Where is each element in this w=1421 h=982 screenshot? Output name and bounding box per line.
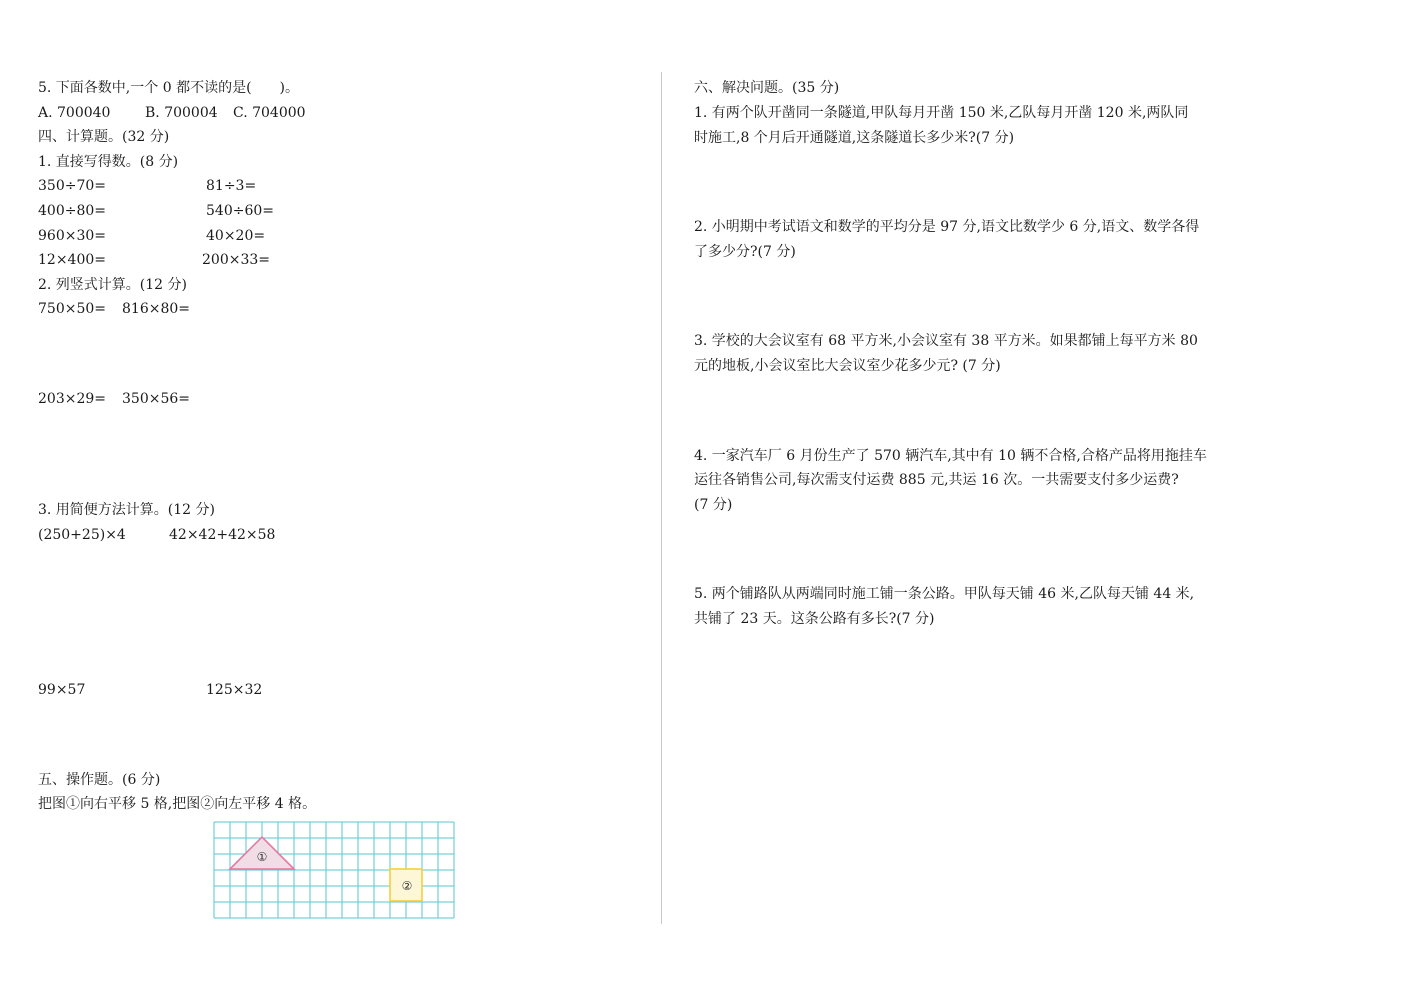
q3-title: 3. 用简便方法计算。(12 分) (38, 502, 215, 518)
section-5-title: 五、操作题。(6 分) (38, 772, 161, 788)
q2-item: 350×56= (122, 391, 190, 407)
q3-item: 125×32 (206, 682, 263, 698)
q5-option-a: A. 700040 (38, 105, 111, 121)
problem-4-line: 4. 一家汽车厂 6 月份生产了 570 辆汽车,其中有 10 辆不合格,合格产品将用拖挂车 (694, 448, 1207, 464)
translation-grid-figure (213, 821, 457, 919)
section-4-title: 四、计算题。(32 分) (38, 129, 170, 145)
shape-1-label: ① (256, 850, 268, 864)
q1-item: 40×20= (206, 228, 266, 244)
q2-item: 750×50= (38, 301, 106, 317)
q1-item: 81÷3= (206, 178, 257, 194)
problem-4-line: 运往各销售公司,每次需支付运费 885 元,共运 16 次。一共需要支付多少运费? (694, 472, 1179, 488)
q1-item: 540÷60= (206, 203, 274, 219)
problem-3-line: 元的地板,小会议室比大会议室少花多少元? (7 分) (694, 358, 1001, 374)
q2-item: 203×29= (38, 391, 106, 407)
q3-item: 42×42+42×58 (169, 527, 276, 543)
q5-option-b: B. 700004 (145, 105, 218, 121)
problem-1-line: 时施工,8 个月后开通隧道,这条隧道长多少米?(7 分) (694, 130, 1015, 146)
problem-4-line: (7 分) (694, 497, 733, 513)
q3-item: (250+25)×4 (38, 527, 126, 543)
q5-option-c: C. 704000 (233, 105, 306, 121)
problem-1-line: 1. 有两个队开凿同一条隧道,甲队每月开凿 150 米,乙队每月开凿 120 米,两队同 (694, 105, 1189, 121)
q1-item: 350÷70= (38, 178, 106, 194)
section-5-instruction: 把图①向右平移 5 格,把图②向左平移 4 格。 (38, 796, 317, 812)
q1-item: 12×400= (38, 252, 106, 268)
problem-2-line: 了多少分?(7 分) (694, 244, 796, 260)
problem-5-line: 5. 两个铺路队从两端同时施工铺一条公路。甲队每天铺 46 米,乙队每天铺 44 米, (694, 586, 1195, 602)
problem-3-line: 3. 学校的大会议室有 68 平方米,小会议室有 38 平方米。如果都铺上每平方米 80 (694, 333, 1198, 349)
problem-5-line: 共铺了 23 天。这条公路有多长?(7 分) (694, 611, 935, 627)
q1-item: 200×33= (202, 252, 270, 268)
section-6-title: 六、解决问题。(35 分) (694, 80, 840, 96)
q1-title: 1. 直接写得数。(8 分) (38, 154, 179, 170)
shape-2-label: ② (401, 879, 413, 893)
q3-item: 99×57 (38, 682, 86, 698)
q1-item: 400÷80= (38, 203, 106, 219)
column-divider (661, 72, 662, 924)
q5-stem: 5. 下面各数中,一个 0 都不读的是( )。 (38, 80, 299, 96)
q1-item: 960×30= (38, 228, 106, 244)
q2-title: 2. 列竖式计算。(12 分) (38, 277, 187, 293)
q2-item: 816×80= (122, 301, 190, 317)
problem-2-line: 2. 小明期中考试语文和数学的平均分是 97 分,语文比数学少 6 分,语文、数学各得 (694, 219, 1200, 235)
